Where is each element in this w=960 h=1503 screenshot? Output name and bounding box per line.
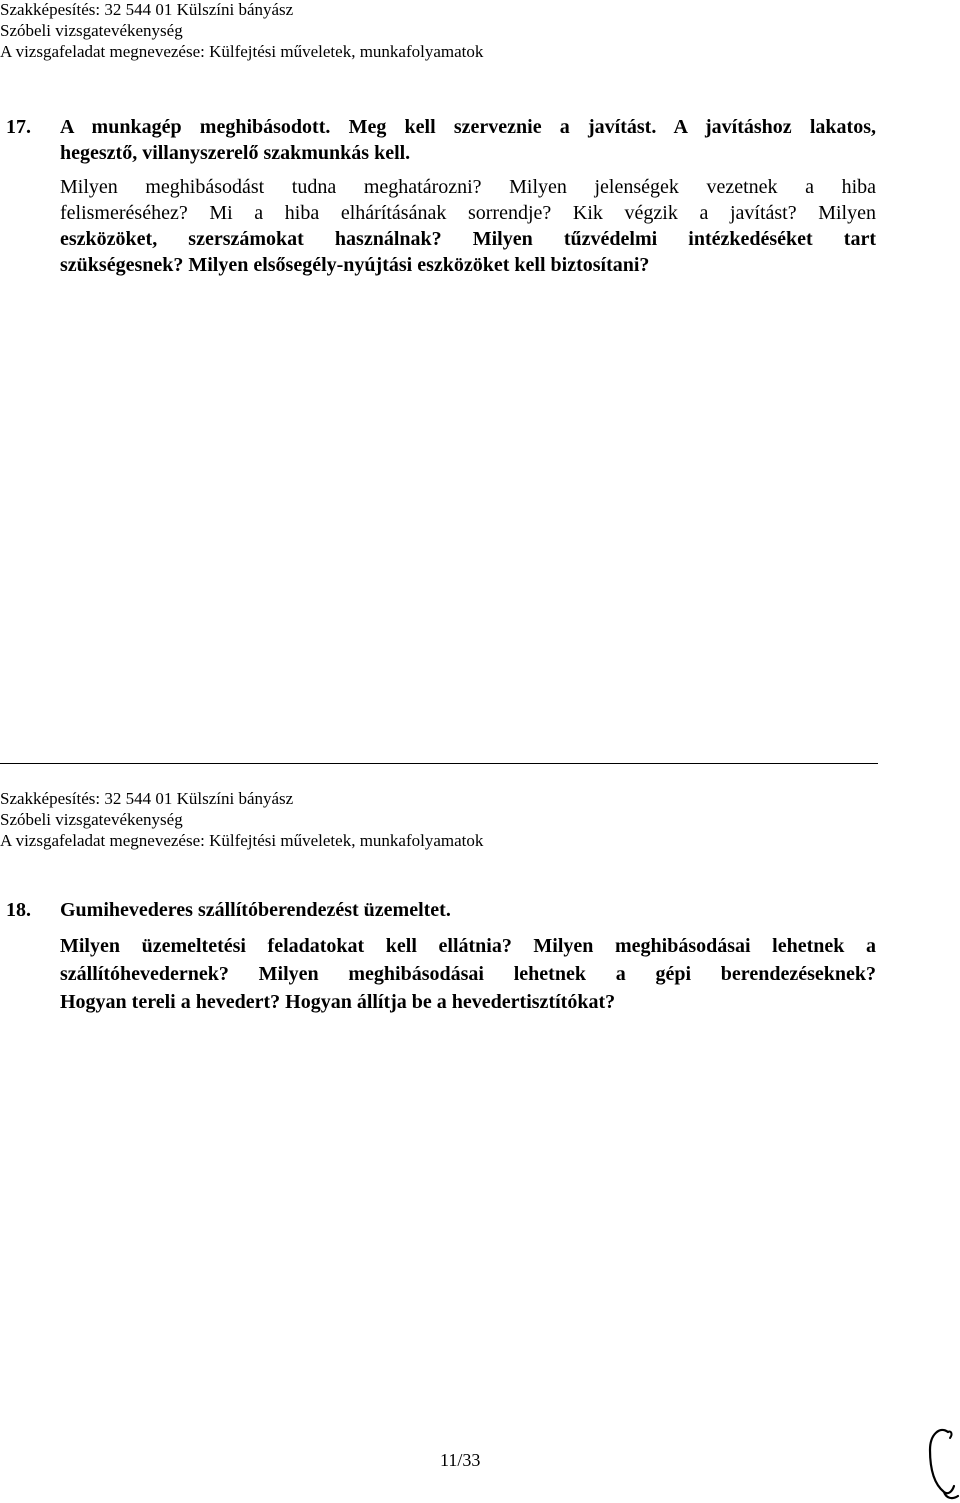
signature-mark [918, 1420, 960, 1503]
task-title [60, 114, 876, 166]
question-line: Milyen meghibásodást tudna meghatározni? Milyen jelenségek vezetnek a hiba [60, 176, 876, 198]
question-line: szükségesnek? Milyen elsősegély-nyújtási eszközöket kell biztosítani? [60, 254, 650, 276]
question-line: Hogyan tereli a hevedert? Hogyan állítja be a hevedertisztítókat? [60, 991, 616, 1013]
task-number: 18. [6, 899, 31, 921]
page-header-bottom [0, 788, 900, 851]
header-task-name: A vizsgafeladat megnevezése: Külfejtési műveletek, munkafolyamatok [0, 831, 484, 850]
question-line: szállítóhevedernek? Milyen meghibásodásai lehetnek a gépi berendezéseknek? [60, 963, 876, 985]
section-divider [0, 763, 878, 764]
question-line: felismeréséhez? Mi a hiba elhárításának sorrendje? Kik végzik a javítást? Milyen [60, 202, 876, 224]
page-header-top [0, 0, 900, 62]
task-title-line: hegesztő, villanyszerelő szakmunkás kell. [60, 142, 411, 164]
task-number: 17. [6, 116, 31, 138]
header-task-name: A vizsgafeladat megnevezése: Külfejtési műveletek, munkafolyamatok [0, 42, 484, 61]
header-exam-type: Szóbeli vizsgatevékenység [0, 810, 183, 829]
page-number: 11/33 [440, 1450, 481, 1470]
task-questions [60, 174, 876, 278]
header-qualification: Szakképesítés: 32 544 01 Külszíni bányász [0, 0, 294, 19]
header-qualification: Szakképesítés: 32 544 01 Külszíni bányász [0, 789, 294, 808]
task-questions [60, 932, 876, 1016]
task-title-line: A munkagép meghibásodott. Meg kell szerveznie a javítást. A javításhoz lakatos, [60, 116, 876, 138]
task-title: Gumihevederes szállítóberendezést üzemeltet. [60, 899, 451, 921]
header-exam-type: Szóbeli vizsgatevékenység [0, 21, 183, 40]
question-line: eszközöket, szerszámokat használnak? Milyen tűzvédelmi intézkedéséket tart [60, 228, 876, 250]
question-line: Milyen üzemeltetési feladatokat kell ellátnia? Milyen meghibásodásai lehetnek a [60, 935, 876, 957]
